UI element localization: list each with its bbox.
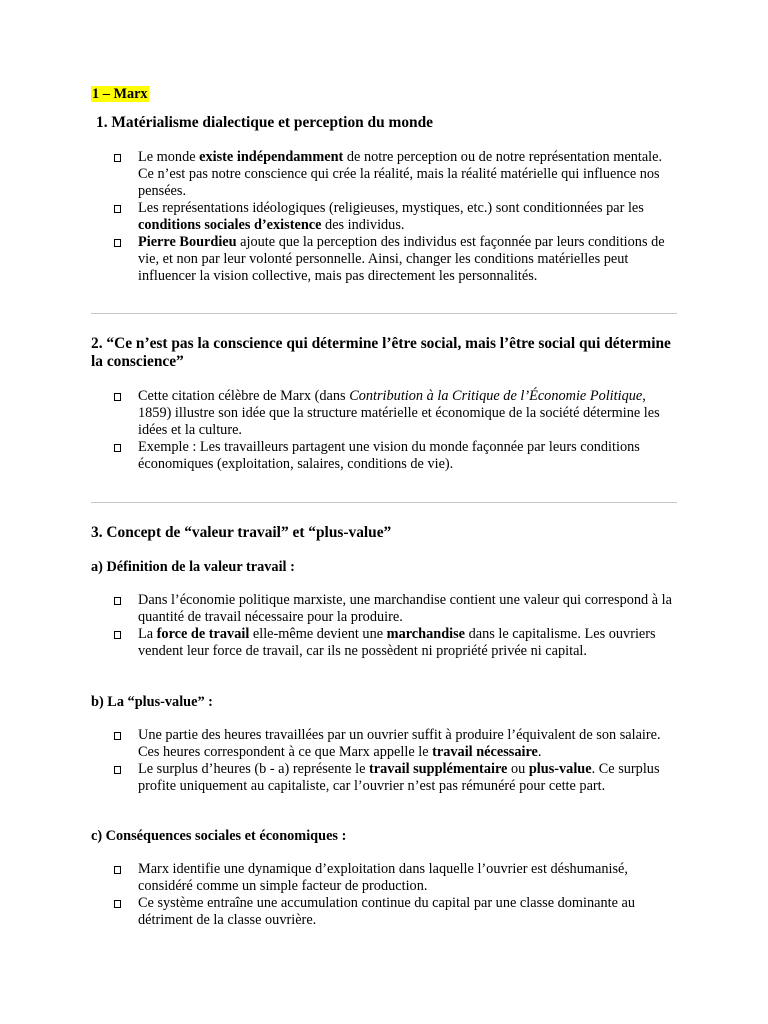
bullet-box-icon xyxy=(114,766,121,774)
bullet-box-icon xyxy=(114,239,121,247)
doc-title xyxy=(91,86,149,103)
subsection-c-title: c) Conséquences sociales et économiques : xyxy=(91,828,347,844)
subsection-a-title: a) Définition de la valeur travail : xyxy=(91,559,295,575)
bullet-box-icon xyxy=(114,900,121,908)
divider xyxy=(91,313,677,314)
list-item: Ce système entraîne une accumulation continue du capital par une classe dominante au détriment de la classe ouvrière. xyxy=(0,895,768,929)
bullet-box-icon xyxy=(114,631,121,639)
list-item: Le monde existe indépendamment de notre perception ou de notre représentation mentale. Ce n’est pas notre conscience qui crée la réalité, mais la réalité matérielle qui influence nos pensées. xyxy=(0,149,768,200)
subsection-b-title: b) La “plus-value” : xyxy=(91,694,213,710)
list-item: Une partie des heures travaillées par un ouvrier suffit à produire l’équivalent de son salaire. Ces heures correspondent à ce que Marx appelle le travail nécessaire. xyxy=(0,727,768,761)
section-1-list xyxy=(0,149,768,285)
bullet-box-icon xyxy=(114,154,121,162)
list-item: Les représentations idéologiques (religieuses, mystiques, etc.) sont conditionnées par les conditions sociales d’existence des individus. xyxy=(0,200,768,234)
bullet-box-icon xyxy=(114,597,121,605)
list-item: Marx identifie une dynamique d’exploitation dans laquelle l’ouvrier est déshumanisé, considéré comme un simple facteur de production. xyxy=(0,861,768,895)
subsection-c-list xyxy=(0,861,768,929)
list-item: Le surplus d’heures (b - a) représente le travail supplémentaire ou plus-value. Ce surplus profite uniquement au capitaliste, car l’ouvrier n’est pas rémunéré pour cette part. xyxy=(0,761,768,795)
section-2-title: 2. “Ce n’est pas la conscience qui détermine l’être social, mais l’être social qui détermine la conscience” xyxy=(91,335,671,370)
bullet-box-icon xyxy=(114,732,121,740)
list-item: Exemple : Les travailleurs partagent une vision du monde façonnée par leurs conditions économiques (exploitation, salaires, conditions de vie). xyxy=(0,439,768,473)
divider xyxy=(91,502,677,503)
list-item: La force de travail elle-même devient une marchandise dans le capitalisme. Les ouvriers vendent leur force de travail, car ils ne possèdent ni propriété privée ni capital. xyxy=(0,626,768,660)
bullet-box-icon xyxy=(114,205,121,213)
section-2-list xyxy=(0,388,768,473)
list-item: Cette citation célèbre de Marx (dans Contribution à la Critique de l’Économie Politique, 1859) illustre son idée que la structure matérielle et économique de la société détermine les idées et la culture. xyxy=(0,388,768,439)
list-item: Dans l’économie politique marxiste, une marchandise contient une valeur qui correspond à la quantité de travail nécessaire pour la produire. xyxy=(0,592,768,626)
subsection-a-list xyxy=(0,592,768,660)
subsection-b-list xyxy=(0,727,768,795)
section-3-title: 3. Concept de “valeur travail” et “plus-value” xyxy=(91,524,392,541)
list-item: Pierre Bourdieu ajoute que la perception des individus est façonnée par leurs conditions de vie, et non par leur volonté personnelle. Ainsi, changer les conditions matérielles peut influencer la vision collective, mais pas directement les personnalités. xyxy=(0,234,768,285)
section-1-title: 1. Matérialisme dialectique et perception du monde xyxy=(96,114,433,131)
bullet-box-icon xyxy=(114,393,121,401)
highlighted-title: 1 – Marx xyxy=(92,86,148,102)
bullet-box-icon xyxy=(114,444,121,452)
bullet-box-icon xyxy=(114,866,121,874)
